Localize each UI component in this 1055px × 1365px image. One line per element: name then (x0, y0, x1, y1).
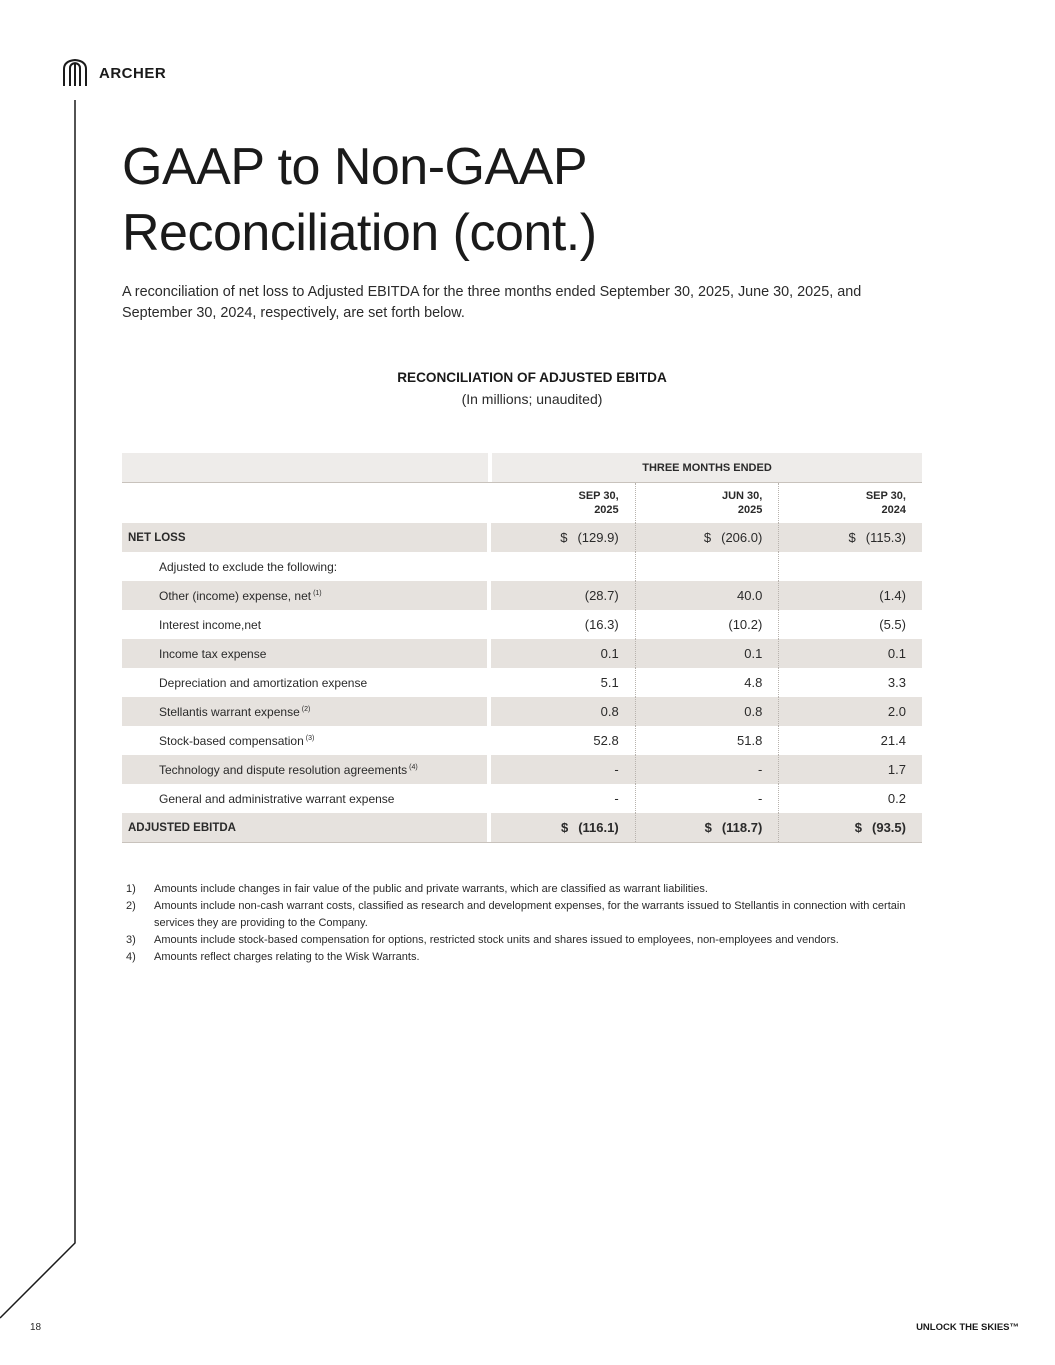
footnote-marker: (3) (305, 734, 315, 742)
value-cell: 0.8 (635, 697, 779, 726)
value-text: (129.9) (577, 530, 619, 545)
row-label (122, 676, 487, 690)
column-header-line: SEP 30, (578, 490, 619, 502)
currency-symbol: $ (854, 820, 863, 835)
footnote-text: Amounts reflect charges relating to the Wisk Warrants. (154, 951, 420, 963)
value-cell (635, 523, 779, 552)
value-cell: 0.1 (600, 646, 619, 661)
footnote-text: Amounts include non-cash warrant costs, classified as research and development expenses, for the warrants issued to Stellantis in connection with certain services they are providing to the Company. (154, 900, 906, 929)
value-cell: (16.3) (584, 617, 619, 632)
archer-logo (62, 59, 166, 87)
table-row (122, 639, 922, 668)
value-cell: 3.3 (778, 668, 922, 697)
footnote-text: Amounts include changes in fair value of the public and private warrants, which are classified as warrant liabilities. (154, 883, 708, 895)
reconciliation-table (122, 453, 922, 843)
row-label-text: Stock-based compensation (159, 733, 304, 748)
group-header: THREE MONTHS ENDED (492, 453, 922, 482)
column-header-line: 2024 (881, 504, 906, 516)
footnote-item (126, 932, 941, 949)
row-label-text: General and administrative warrant expense (159, 791, 395, 806)
footnote-item (126, 881, 941, 898)
value-cell: 51.8 (635, 726, 779, 755)
value-cell (778, 523, 922, 552)
intro-paragraph: A reconciliation of net loss to Adjusted EBITDA for the three months ended September 30, 2025, June 30, 2025, and September 30, 2024, respectively, are set forth below. (122, 284, 862, 321)
value-cell: - (614, 762, 619, 777)
value-cell: 4.8 (635, 668, 779, 697)
row-label (122, 763, 487, 777)
footnote-item (126, 898, 941, 932)
row-label-text: Other (income) expense, net (159, 588, 312, 603)
row-label-text: Depreciation and amortization expense (159, 675, 368, 690)
footnote-text: Amounts include stock-based compensation for options, restricted stock units and shares issued to employees, non-employees and vendors. (154, 934, 839, 946)
table-row (122, 610, 922, 639)
value-cell (491, 523, 635, 552)
value-text: (118.7) (721, 820, 763, 835)
column-header-line: JUN 30, (721, 490, 763, 502)
row-label (122, 618, 487, 632)
value-cell: 2.0 (778, 697, 922, 726)
table-row (122, 581, 922, 610)
footnote-marker: (4) (409, 763, 418, 771)
value-cell: (5.5) (778, 610, 922, 639)
table-bottom-divider (122, 842, 922, 843)
currency-symbol: $ (703, 530, 712, 545)
value-cell: 0.8 (600, 704, 619, 719)
value-cell: 52.8 (593, 733, 619, 748)
value-cell: - (635, 784, 779, 813)
column-header-sep-2024 (778, 483, 922, 523)
value-text: (93.5) (872, 820, 906, 835)
value-cell: 0.1 (778, 639, 922, 668)
row-label-text: Income tax expense (159, 646, 267, 661)
header-blank-cell (122, 453, 488, 482)
row-label (122, 705, 487, 719)
value-cell (491, 813, 635, 842)
row-label-text: Interest income,net (159, 617, 262, 632)
table-subtitle: (In millions; unaudited) (461, 391, 603, 407)
row-label (122, 647, 487, 661)
value-cell (778, 552, 922, 581)
value-cell (778, 813, 922, 842)
table-row-net-loss (122, 523, 922, 552)
footnotes (126, 881, 941, 966)
value-cell (491, 552, 635, 581)
value-cell: 21.4 (778, 726, 922, 755)
currency-symbol: $ (704, 820, 712, 835)
table-title: RECONCILIATION OF ADJUSTED EBITDA (397, 370, 667, 385)
column-header-line: SEP 30, (865, 490, 906, 502)
value-cell: (1.4) (778, 581, 922, 610)
row-label-text: Technology and dispute resolution agreements (159, 762, 408, 777)
footnote-number: 1) (126, 883, 136, 895)
value-cell: 1.7 (778, 755, 922, 784)
currency-symbol: $ (560, 530, 568, 545)
footnote-marker: (2) (301, 705, 311, 713)
column-header-line: 2025 (737, 504, 763, 516)
column-header-row (122, 483, 922, 523)
page-title-line1: GAAP to Non-GAAP (122, 138, 588, 196)
currency-symbol: $ (560, 820, 569, 835)
page-title (122, 134, 597, 266)
row-label: Adjusted to exclude the following: (159, 559, 338, 574)
footnote-marker: (1) (313, 589, 322, 597)
footnote-number: 4) (126, 951, 136, 963)
value-cell: (10.2) (635, 610, 779, 639)
value-cell: - (614, 791, 619, 806)
value-cell: 40.0 (635, 581, 779, 610)
table-row-adjust-label (122, 552, 922, 581)
column-header-jun-2025 (635, 483, 779, 523)
column-header-line: 2025 (594, 504, 619, 516)
adjustment-rows (122, 581, 922, 813)
brand-name: ARCHER (99, 64, 167, 82)
row-label: ADJUSTED EBITDA (128, 821, 236, 834)
value-cell: 0.2 (778, 784, 922, 813)
footnote-number: 2) (126, 900, 136, 912)
table-row (122, 784, 922, 813)
value-cell (635, 552, 779, 581)
value-cell: - (635, 755, 779, 784)
footnote-number: 3) (126, 934, 136, 946)
page-title-line2: Reconciliation (cont.) (122, 204, 597, 262)
value-text: (116.1) (578, 820, 619, 835)
table-row (122, 697, 922, 726)
value-text: (115.3) (865, 530, 906, 545)
table-row (122, 755, 922, 784)
currency-symbol: $ (848, 530, 856, 545)
value-cell: 5.1 (600, 675, 619, 690)
value-cell (635, 813, 779, 842)
table-row (122, 726, 922, 755)
row-label (122, 589, 487, 603)
value-cell: 0.1 (635, 639, 779, 668)
table-row (122, 668, 922, 697)
column-header-sep-2025 (491, 483, 635, 523)
footnote-item (126, 949, 941, 966)
archer-logo-icon (62, 59, 88, 87)
table-group-header-row (122, 453, 922, 482)
page-number: 18 (30, 1322, 42, 1333)
row-label: NET LOSS (128, 531, 186, 544)
row-label-text: Stellantis warrant expense (159, 704, 300, 719)
row-label (122, 734, 487, 748)
value-cell: (28.7) (584, 588, 619, 603)
table-row-adjusted-ebitda (122, 813, 922, 842)
footer-tagline: UNLOCK THE SKIES™ (916, 1322, 1019, 1333)
value-text: (206.0) (721, 530, 763, 545)
row-label (122, 792, 487, 806)
